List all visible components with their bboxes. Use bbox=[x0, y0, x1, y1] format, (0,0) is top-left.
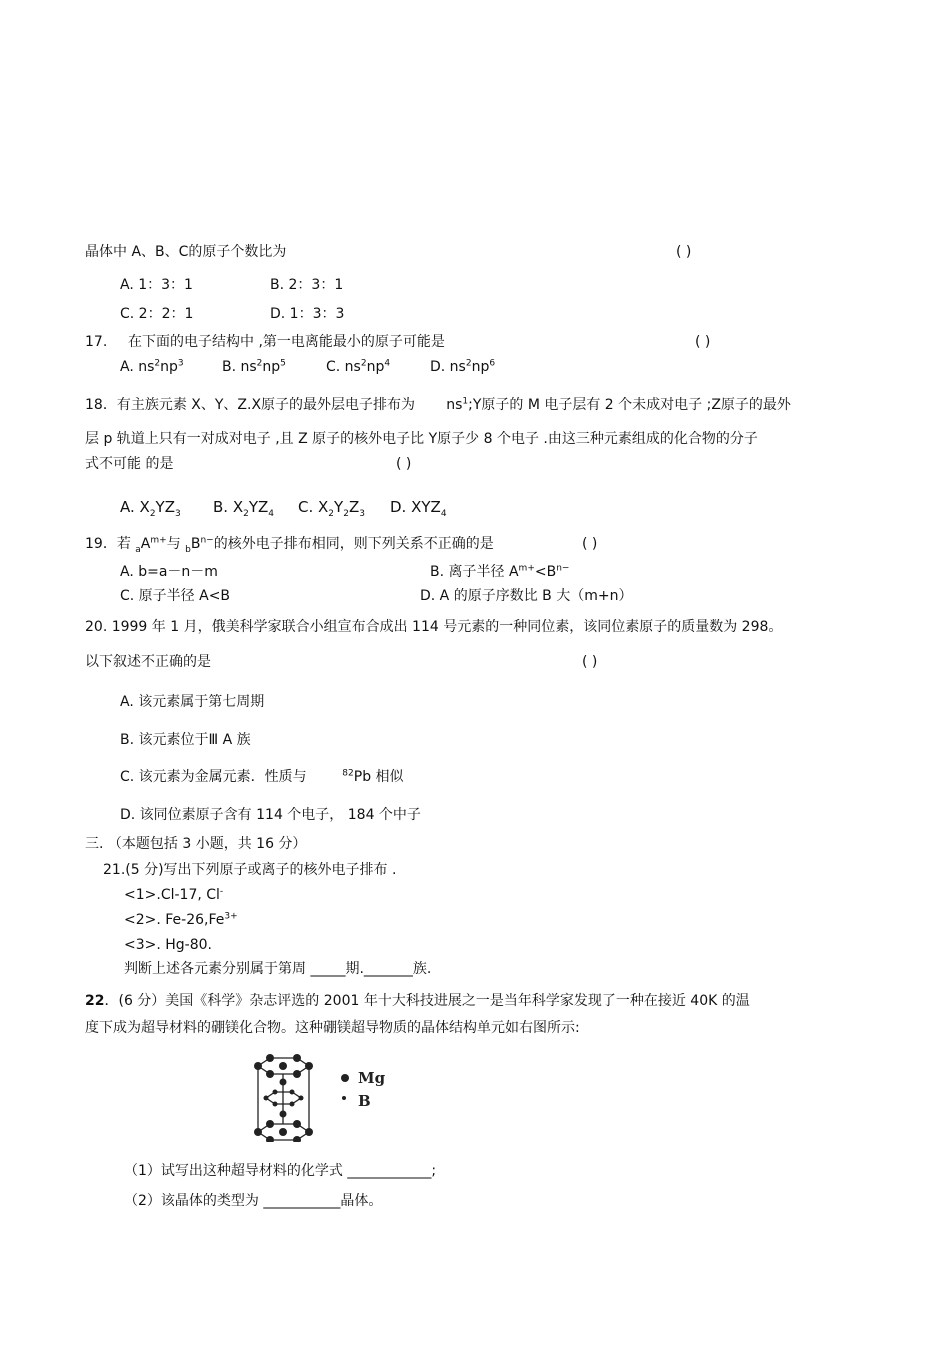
q18-paren: ( ) bbox=[396, 456, 412, 472]
q20-option-b: B. 该元素位于Ⅲ A 族 bbox=[120, 732, 251, 748]
q17-option-b: B. $ns^2np^5$ bbox=[222, 358, 286, 375]
q22-sub-question-2: （2）该晶体的类型为 ___________晶体。 bbox=[124, 1193, 383, 1209]
q17-option-d: D. $ns^2np^6$ bbox=[430, 358, 496, 375]
q16-paren: ( ) bbox=[676, 244, 692, 260]
q18-option-d: D. $XYZ_4$ bbox=[390, 498, 447, 519]
q20-option-a: A. 该元素属于第七周期 bbox=[120, 694, 265, 710]
q21-item-4: 判断上述各元素分别属于第周 _____期._______族. bbox=[124, 961, 432, 977]
q21-item-1: <1>.Cl-17, Cl- bbox=[124, 886, 224, 903]
q16-option-b: B. 2：3：1 bbox=[270, 277, 344, 293]
q20-option-c: C. 该元素为金属元素．性质与 $^{82}$Pb 相似 bbox=[120, 768, 404, 785]
q19-option-d: D. A 的原子序数比 B 大（m+n） bbox=[420, 588, 633, 604]
q21-item-3: <3>. Hg-80. bbox=[124, 937, 212, 953]
q19-option-b: B. 离子半径 $A^{m+}<B^{n-}$ bbox=[430, 563, 570, 580]
q16-option-d: D. 1：3：3 bbox=[270, 306, 345, 322]
q22-line-1: 22．(6 分）美国《科学》杂志评选的 2001 年十大科技进展之一是当年科学家发现了一种在接近 40K 的温 bbox=[85, 993, 750, 1009]
q19-stem: 19．若 $_aA^{m+}$与 $_bB^{n-}$的核外电子排布相同，则下列关系不正确的是 bbox=[85, 535, 494, 555]
q22-line-2: 度下成为超导材料的硼镁化合物。这种硼镁超导物质的晶体结构单元如右图所示: bbox=[85, 1020, 580, 1036]
q16-option-a: A. 1：3：1 bbox=[120, 277, 193, 293]
q16-stem: 晶体中 A、B、C的原子个数比为 bbox=[85, 244, 287, 260]
legend-mg-label: Mg bbox=[358, 1069, 385, 1087]
q20-paren: ( ) bbox=[582, 654, 598, 670]
legend-b-label: B bbox=[358, 1092, 371, 1110]
q20-option-d: D. 该同位素原子含有 114 个电子， 184 个中子 bbox=[120, 807, 421, 823]
q17-number: 17. bbox=[85, 334, 108, 350]
q21-item-2: <2>. $Fe-26,Fe^{3+}$ bbox=[124, 911, 238, 928]
q19-paren: ( ) bbox=[582, 536, 598, 552]
q17-option-c: C. $ns^2np^4$ bbox=[326, 358, 391, 375]
q17-stem: 在下面的电子结构中 ,第一电离能最小的原子可能是 bbox=[128, 334, 445, 350]
q18-line-3: 式不可能 的是 bbox=[85, 456, 174, 472]
q18-line-1: 18．有主族元素 X、Y、Z.X原子的最外层电子排布为 $ns^1;Y$原子的 M 电子层有 2 个未成对电子 ;Z原子的最外 bbox=[85, 396, 791, 413]
q16-option-c: C. 2：2：1 bbox=[120, 306, 194, 322]
q17-option-a: A. $ns^2np^3$ bbox=[120, 358, 184, 375]
q20-line-2: 以下叙述不正确的是 bbox=[85, 654, 211, 670]
q19-option-c: C. 原子半径 A<B bbox=[120, 588, 231, 604]
q18-line-2: 层 p 轨道上只有一对成对电子 ,且 Z 原子的核外电子比 Y原子少 8 个电子 .由这三种元素组成的化合物的分子 bbox=[85, 431, 758, 447]
q18-option-b: B. $X_2YZ_4$ bbox=[213, 498, 275, 519]
q20-line-1: 20. 1999 年 1 月，俄美科学家联合小组宣布合成出 114 号元素的一种同位素，该同位素原子的质量数为 298。 bbox=[85, 619, 783, 635]
crystal-structure-diagram bbox=[245, 1050, 385, 1142]
q18-option-a: A. $X_2YZ_3$ bbox=[120, 498, 181, 519]
q18-option-c: C. $X_2Y_2Z_3$ bbox=[298, 498, 365, 519]
q22-sub-question-1: （1）试写出这种超导材料的化学式 ____________; bbox=[124, 1163, 437, 1179]
q19-option-a: A. b=a－n－m bbox=[120, 564, 218, 580]
q21-stem: 21.(5 分)写出下列原子或离子的核外电子排布 . bbox=[103, 862, 397, 878]
q17-paren: ( ) bbox=[695, 334, 711, 350]
section-3-heading: 三. （本题包括 3 小题，共 16 分） bbox=[85, 836, 307, 852]
